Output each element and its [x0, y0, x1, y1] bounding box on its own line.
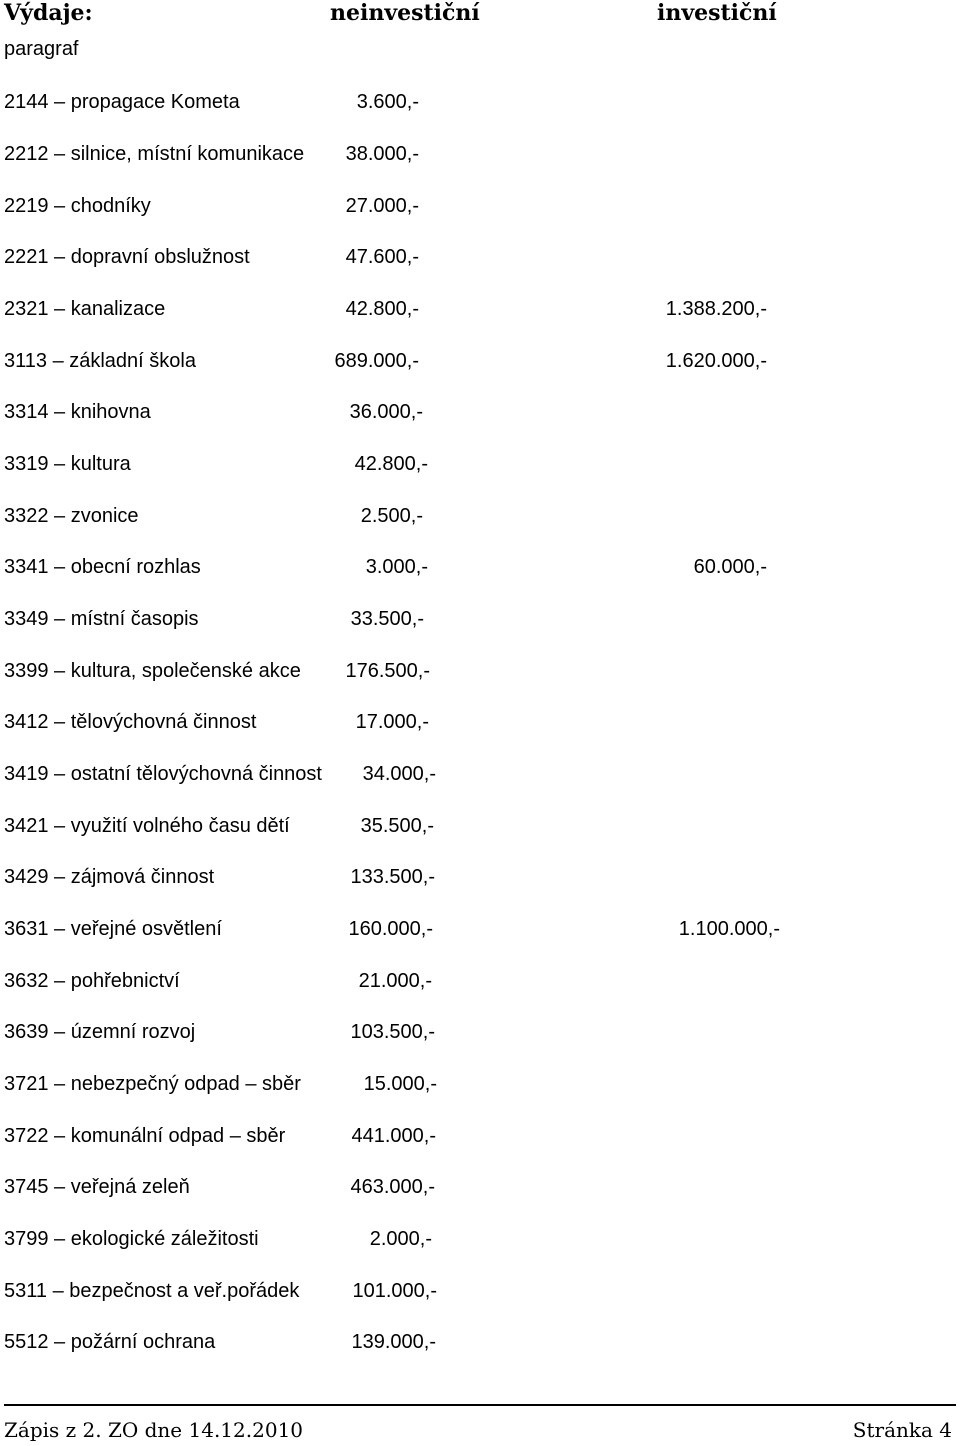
table-row	[0, 1123, 960, 1149]
table-row	[0, 1174, 960, 1200]
noninvest-amount: 42.800,-	[345, 298, 419, 320]
paragraph-label: 3419 – ostatní tělovýchovná činnost	[4, 763, 322, 785]
noninvest-amount: 689.000,-	[334, 350, 419, 372]
paragraph-label: 3314 – knihovna	[4, 401, 151, 423]
noninvest-amount: 139.000,-	[351, 1331, 436, 1353]
paragraph-label: 3113 – základní škola	[4, 350, 196, 372]
footer-left: Zápis z 2. ZO dne 14.12.2010	[4, 1418, 304, 1442]
footer-divider	[4, 1404, 956, 1406]
noninvest-amount: 3.600,-	[356, 91, 419, 113]
noninvest-amount: 463.000,-	[350, 1176, 435, 1198]
paragraph-label: 3412 – tělovýchovná činnost	[4, 711, 257, 733]
paragraph-subheader: paragraf	[4, 38, 79, 60]
paragraph-label: 3421 – využití volného času dětí	[4, 815, 290, 837]
invest-amount: 1.620.000,-	[665, 350, 767, 372]
noninvest-amount: 441.000,-	[351, 1125, 436, 1147]
noninvest-amount: 3.000,-	[365, 556, 428, 578]
paragraph-label: 2144 – propagace Kometa	[4, 91, 240, 113]
noninvest-amount: 17.000,-	[355, 711, 429, 733]
paragraph-label: 5311 – bezpečnost a veř.pořádek	[4, 1280, 300, 1302]
paragraph-label: 5512 – požární ochrana	[4, 1331, 216, 1353]
table-row	[0, 554, 960, 580]
noninvest-amount: 42.800,-	[354, 453, 428, 475]
noninvest-amount: 47.600,-	[345, 246, 419, 268]
table-row	[0, 503, 960, 529]
noninvest-amount: 33.500,-	[350, 608, 424, 630]
column-header-invest: investiční	[657, 0, 777, 26]
paragraph-label: 3631 – veřejné osvětlení	[4, 918, 222, 940]
invest-amount: 1.100.000,-	[678, 918, 780, 940]
paragraph-label: 2221 – dopravní obslužnost	[4, 246, 250, 268]
noninvest-amount: 101.000,-	[352, 1280, 437, 1302]
paragraph-label: 3319 – kultura	[4, 453, 131, 475]
table-row	[0, 348, 960, 374]
table-row	[0, 968, 960, 994]
invest-amount: 60.000,-	[693, 556, 767, 578]
table-row	[0, 1329, 960, 1355]
paragraph-label: 2212 – silnice, místní komunikace	[4, 143, 305, 165]
noninvest-amount: 35.500,-	[360, 815, 434, 837]
noninvest-amount: 160.000,-	[348, 918, 433, 940]
table-row	[0, 658, 960, 684]
paragraph-label: 3639 – územní rozvoj	[4, 1021, 196, 1043]
table-row	[0, 451, 960, 477]
table-row	[0, 1071, 960, 1097]
table-row	[0, 1019, 960, 1045]
paragraph-label: 3721 – nebezpečný odpad – sběr	[4, 1073, 301, 1095]
table-row	[0, 296, 960, 322]
paragraph-label: 2219 – chodníky	[4, 195, 151, 217]
noninvest-amount: 2.500,-	[360, 505, 423, 527]
paragraph-label: 3632 – pohřebnictví	[4, 970, 180, 992]
table-row	[0, 864, 960, 890]
paragraph-label: 3399 – kultura, společenské akce	[4, 660, 301, 682]
paragraph-label: 3722 – komunální odpad – sběr	[4, 1125, 286, 1147]
table-row	[0, 761, 960, 787]
noninvest-amount: 27.000,-	[345, 195, 419, 217]
expenses-heading: Výdaje:	[4, 0, 93, 26]
paragraph-label: 3799 – ekologické záležitosti	[4, 1228, 259, 1250]
noninvest-amount: 2.000,-	[369, 1228, 432, 1250]
paragraph-label: 2321 – kanalizace	[4, 298, 166, 320]
table-row	[0, 813, 960, 839]
table-row	[0, 89, 960, 115]
table-row	[0, 709, 960, 735]
noninvest-amount: 133.500,-	[350, 866, 435, 888]
table-row	[0, 141, 960, 167]
paragraph-label: 3341 – obecní rozhlas	[4, 556, 201, 578]
table-row	[0, 193, 960, 219]
invest-amount: 1.388.200,-	[665, 298, 767, 320]
table-row	[0, 399, 960, 425]
paragraph-label: 3745 – veřejná zeleň	[4, 1176, 190, 1198]
noninvest-amount: 176.500,-	[345, 660, 430, 682]
table-row	[0, 916, 960, 942]
column-header-noninvest: neinvestiční	[330, 0, 480, 26]
noninvest-amount: 34.000,-	[362, 763, 436, 785]
paragraph-label: 3322 – zvonice	[4, 505, 139, 527]
table-row	[0, 1226, 960, 1252]
table-row	[0, 606, 960, 632]
noninvest-amount: 38.000,-	[345, 143, 419, 165]
paragraph-label: 3429 – zájmová činnost	[4, 866, 215, 888]
footer-right: Stránka 4	[852, 1418, 952, 1442]
noninvest-amount: 21.000,-	[358, 970, 432, 992]
noninvest-amount: 36.000,-	[349, 401, 423, 423]
table-row	[0, 244, 960, 270]
paragraph-label: 3349 – místní časopis	[4, 608, 199, 630]
table-row	[0, 1278, 960, 1304]
noninvest-amount: 15.000,-	[363, 1073, 437, 1095]
noninvest-amount: 103.500,-	[350, 1021, 435, 1043]
